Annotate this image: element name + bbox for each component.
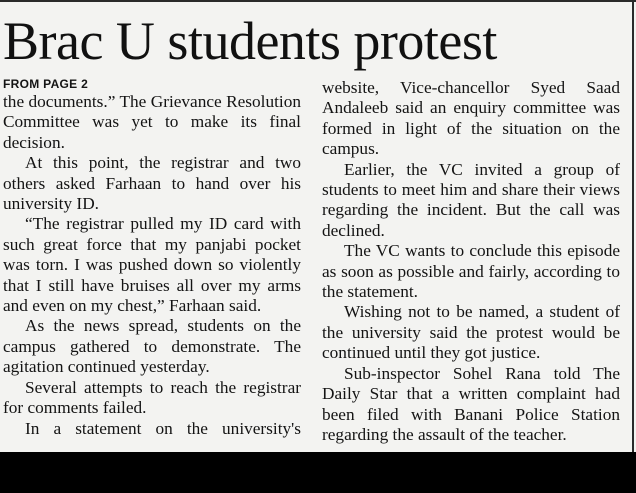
paragraph: website, Vice-chancellor Syed Saad Andaleeb said an enquiry committee was formed in light of the situation on the campus. xyxy=(322,78,620,159)
top-rule xyxy=(0,0,636,2)
paragraph: Wishing not to be named, a student of the university said the protest would be continued until they got justice. xyxy=(322,302,620,363)
paragraph: Sub-inspector Sohel Rana told The Daily Star that a written complaint had been filed with Banani Police Station regarding the assault of the teacher. xyxy=(322,363,620,444)
paragraph: the documents.” The Grievance Resolution Committee was yet to make its final decision. xyxy=(3,92,301,152)
paragraph: At this point, the registrar and two others asked Farhaan to hand over his university ID. xyxy=(3,153,301,214)
paragraph: As the news spread, students on the campus gathered to demonstrate. The agitation continued yesterday. xyxy=(3,316,301,377)
paragraph: The VC wants to conclude this episode as soon as possible and fairly, according to the statement. xyxy=(322,241,620,302)
jump-line: FROM PAGE 2 xyxy=(3,77,89,91)
article-column-right xyxy=(322,78,620,445)
paragraph: Earlier, the VC invited a group of students to meet him and share their views regarding the incident. But the call was declined. xyxy=(322,159,620,240)
paragraph: Several attempts to reach the registrar for comments failed. xyxy=(3,377,301,418)
article-column-left xyxy=(3,74,301,439)
headline: Brac U students protest xyxy=(3,11,497,71)
paragraph: In a statement on the university's xyxy=(25,418,301,438)
right-rule xyxy=(632,0,634,452)
paragraph: “The registrar pulled my ID card with such great force that my panjabi pocket was torn. I was pushed down so violently that I still have bruises all over my arms and even on my chest,” Farhaan said. xyxy=(3,214,301,316)
bottom-black-bar xyxy=(0,452,636,493)
